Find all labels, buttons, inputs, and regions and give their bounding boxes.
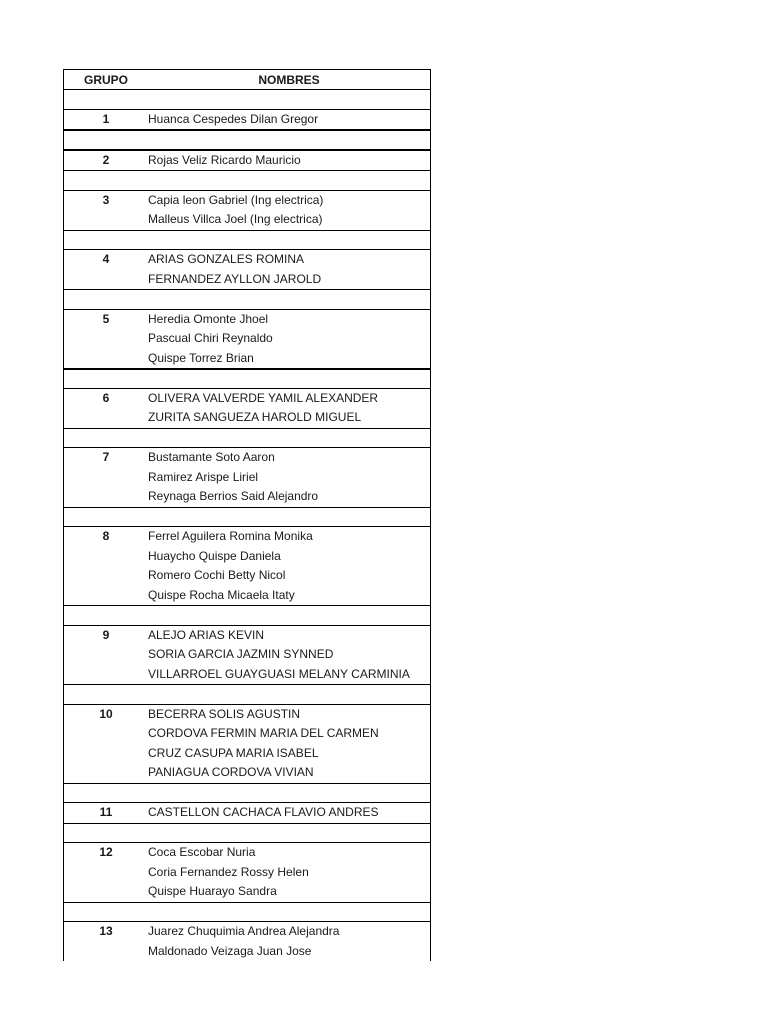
member-name: CORDOVA FERMIN MARIA DEL CARMEN (148, 726, 379, 740)
group-row (64, 309, 430, 369)
member-name: Ferrel Aguilera Romina Monika (148, 529, 313, 543)
member-name: Coca Escobar Nuria (148, 845, 256, 859)
member-name: Romero Cochi Betty Nicol (148, 568, 286, 582)
group-row (64, 447, 430, 507)
member-name: Huaycho Quispe Daniela (148, 548, 281, 563)
member-name: FERNANDEZ AYLLON JAROLD (148, 271, 322, 286)
group-row (64, 842, 430, 902)
group-row (64, 921, 430, 961)
member-name: Huanca Cespedes Dilan Gregor (148, 111, 319, 126)
spacer-row (64, 605, 430, 625)
spacer-row (64, 170, 430, 190)
member-name: Reynaga Berrios Said Alejandro (148, 489, 319, 503)
member-name: ARIAS GONZALES ROMINA (148, 252, 305, 266)
group-members (148, 527, 430, 605)
group-members (148, 389, 430, 428)
group-row (64, 625, 430, 685)
group-members (148, 310, 430, 369)
group-number: 5 (102, 311, 110, 326)
member-name: BECERRA SOLIS AGUSTIN (148, 706, 301, 721)
header-grupo: GRUPO (83, 72, 128, 87)
member-name: OLIVERA VALVERDE YAMIL ALEXANDER (148, 390, 379, 405)
member-name: Juarez Chuquimia Andrea Alejandra (148, 924, 340, 938)
group-members (148, 626, 430, 685)
spacer-row (64, 428, 430, 448)
spacer-row (64, 823, 430, 843)
group-members (148, 705, 430, 783)
member-name: Pascual Chiri Reynaldo (148, 331, 273, 345)
member-name: Rojas Veliz Ricardo Mauricio (148, 152, 301, 167)
member-name: Malleus Villca Joel (Ing electrica) (148, 212, 323, 226)
group-row (64, 190, 430, 230)
group-members (148, 803, 430, 823)
member-name: SORIA GARCIA JAZMIN SYNNED (148, 647, 334, 661)
group-number: 13 (99, 924, 113, 938)
group-table (63, 69, 431, 961)
group-row (64, 149, 430, 171)
group-number: 10 (99, 706, 113, 721)
group-row (64, 249, 430, 289)
member-name: PANIAGUA CORDOVA VIVIAN (148, 765, 314, 779)
group-row (64, 109, 430, 130)
spacer-row (64, 129, 430, 149)
group-number: 1 (102, 111, 110, 126)
group-row (64, 388, 430, 428)
member-name: Maldonado Veizaga Juan Jose (148, 943, 312, 958)
group-number: 8 (102, 529, 110, 543)
group-members (148, 448, 430, 507)
group-number: 9 (102, 627, 110, 642)
spacer-row (64, 684, 430, 704)
member-name: Quispe Rocha Micaela Itaty (148, 587, 295, 602)
member-name: Quispe Huarayo Sandra (148, 884, 277, 898)
member-name: Quispe Torrez Brian (148, 350, 254, 365)
group-row (64, 704, 430, 783)
group-number: 7 (102, 450, 110, 464)
group-row (64, 802, 430, 823)
member-name: Ramirez Arispe Liriel (148, 469, 259, 484)
spacer-row (64, 230, 430, 250)
member-name: Coria Fernandez Rossy Helen (148, 864, 309, 879)
group-members (148, 151, 430, 171)
group-members (148, 250, 430, 289)
member-name: CASTELLON CACHACA FLAVIO ANDRES (148, 805, 379, 819)
spacer-row (64, 289, 430, 309)
group-number: 6 (102, 390, 110, 405)
member-name: ZURITA SANGUEZA HAROLD MIGUEL (148, 410, 362, 424)
member-name: Capia leon Gabriel (Ing electrica) (148, 192, 324, 207)
group-members (148, 843, 430, 902)
spacer-row (64, 783, 430, 803)
member-name: Heredia Omonte Jhoel (148, 311, 269, 326)
group-number: 12 (99, 845, 113, 859)
table-header-row (64, 69, 430, 89)
spacer-row (64, 89, 430, 109)
spacer-row (64, 368, 430, 388)
member-name: VILLARROEL GUAYGUASI MELANY CARMINIA (148, 666, 410, 681)
member-name: Bustamante Soto Aaron (148, 450, 275, 464)
group-number: 4 (102, 252, 110, 266)
group-number: 11 (99, 805, 113, 819)
group-number: 3 (102, 192, 110, 207)
group-row (64, 526, 430, 605)
group-members (148, 110, 430, 130)
member-name: CRUZ CASUPA MARIA ISABEL (148, 745, 319, 760)
member-name: ALEJO ARIAS KEVIN (148, 627, 265, 642)
header-nombres: NOMBRES (258, 72, 320, 87)
group-number: 2 (102, 152, 110, 167)
spacer-row (64, 902, 430, 922)
group-members (148, 922, 430, 961)
spacer-row (64, 507, 430, 527)
group-members (148, 191, 430, 230)
table-body (64, 89, 430, 961)
